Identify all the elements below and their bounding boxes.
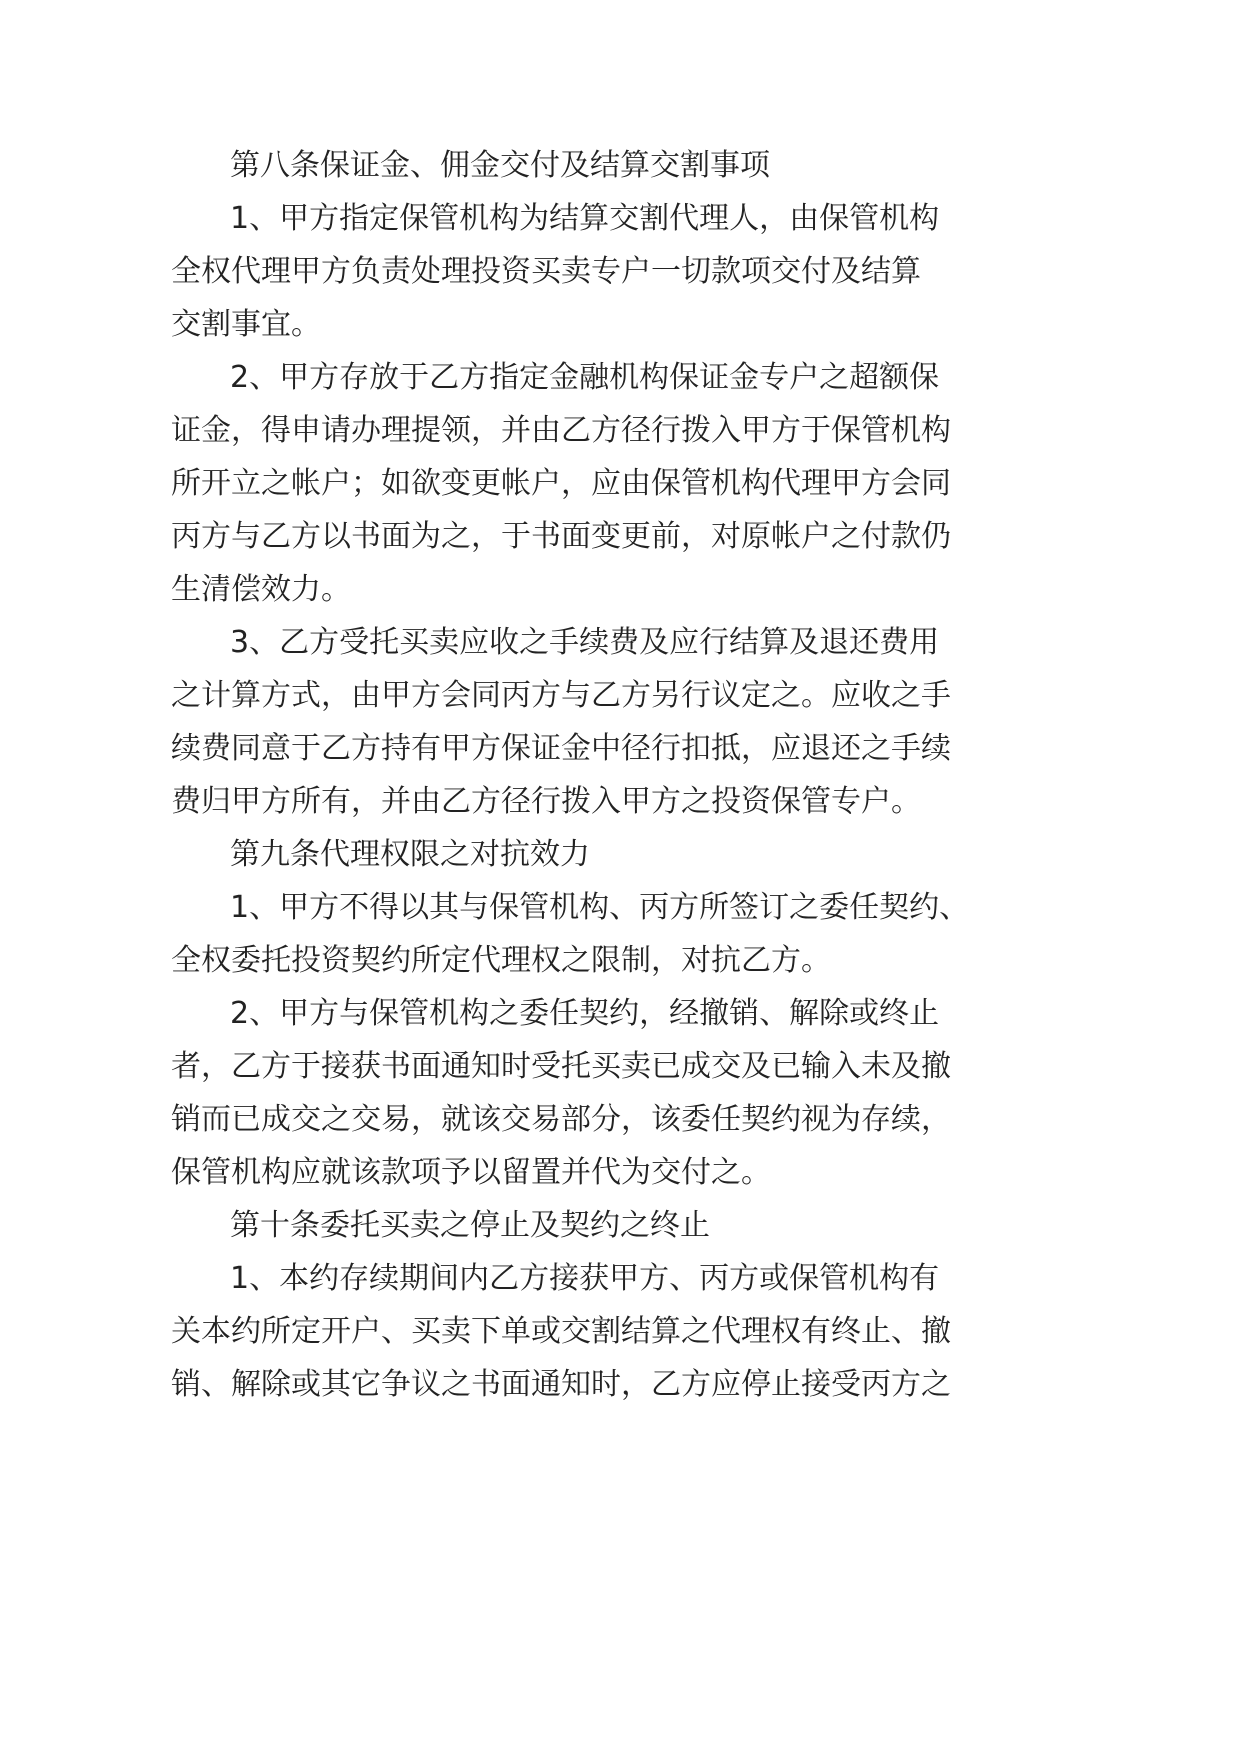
paragraph-line: 生清偿效力。 — [171, 572, 351, 607]
paragraph-line: 保管机构应就该款项予以留置并代为交付之。 — [171, 1155, 771, 1190]
paragraph-line: 所开立之帐户；如欲变更帐户，应由保管机构代理甲方会同 — [171, 466, 951, 501]
paragraph-line: 丙方与乙方以书面为之，于书面变更前，对原帐户之付款仍 — [171, 519, 951, 554]
paragraph-line: 1、甲方不得以其与保管机构、丙方所签订之委任契约、 — [230, 890, 970, 925]
paragraph-line: 3、乙方受托买卖应收之手续费及应行结算及退还费用 — [230, 625, 940, 660]
paragraph-line: 证金，得申请办理提领，并由乙方径行拨入甲方于保管机构 — [171, 413, 951, 448]
paragraph-line: 之计算方式，由甲方会同丙方与乙方另行议定之。应收之手 — [171, 678, 951, 713]
paragraph-line: 2、甲方与保管机构之委任契约，经撤销、解除或终止 — [230, 996, 940, 1031]
article-10-heading: 第十条委托买卖之停止及契约之终止 — [230, 1208, 710, 1243]
paragraph-line: 2、甲方存放于乙方指定金融机构保证金专户之超额保 — [230, 360, 940, 395]
article-8-heading: 第八条保证金、佣金交付及结算交割事项 — [230, 148, 770, 183]
paragraph-line: 者，乙方于接获书面通知时受托买卖已成交及已输入未及撤 — [171, 1049, 951, 1084]
paragraph-line: 1、甲方指定保管机构为结算交割代理人，由保管机构 — [230, 201, 940, 236]
paragraph-line: 费归甲方所有，并由乙方径行拨入甲方之投资保管专户。 — [171, 784, 921, 819]
paragraph-line: 全权代理甲方负责处理投资买卖专户一切款项交付及结算 — [171, 254, 921, 289]
paragraph-line: 销、解除或其它争议之书面通知时，乙方应停止接受丙方之 — [171, 1367, 951, 1402]
paragraph-line: 销而已成交之交易，就该交易部分，该委任契约视为存续， — [171, 1102, 951, 1137]
article-9-heading: 第九条代理权限之对抗效力 — [230, 837, 590, 872]
paragraph-line: 全权委托投资契约所定代理权之限制，对抗乙方。 — [171, 943, 831, 978]
paragraph-line: 关本约所定开户、买卖下单或交割结算之代理权有终止、撤 — [171, 1314, 951, 1349]
paragraph-line: 续费同意于乙方持有甲方保证金中径行扣抵，应退还之手续 — [171, 731, 951, 766]
paragraph-line: 1、本约存续期间内乙方接获甲方、丙方或保管机构有 — [230, 1261, 940, 1296]
paragraph-line: 交割事宜。 — [171, 307, 321, 342]
